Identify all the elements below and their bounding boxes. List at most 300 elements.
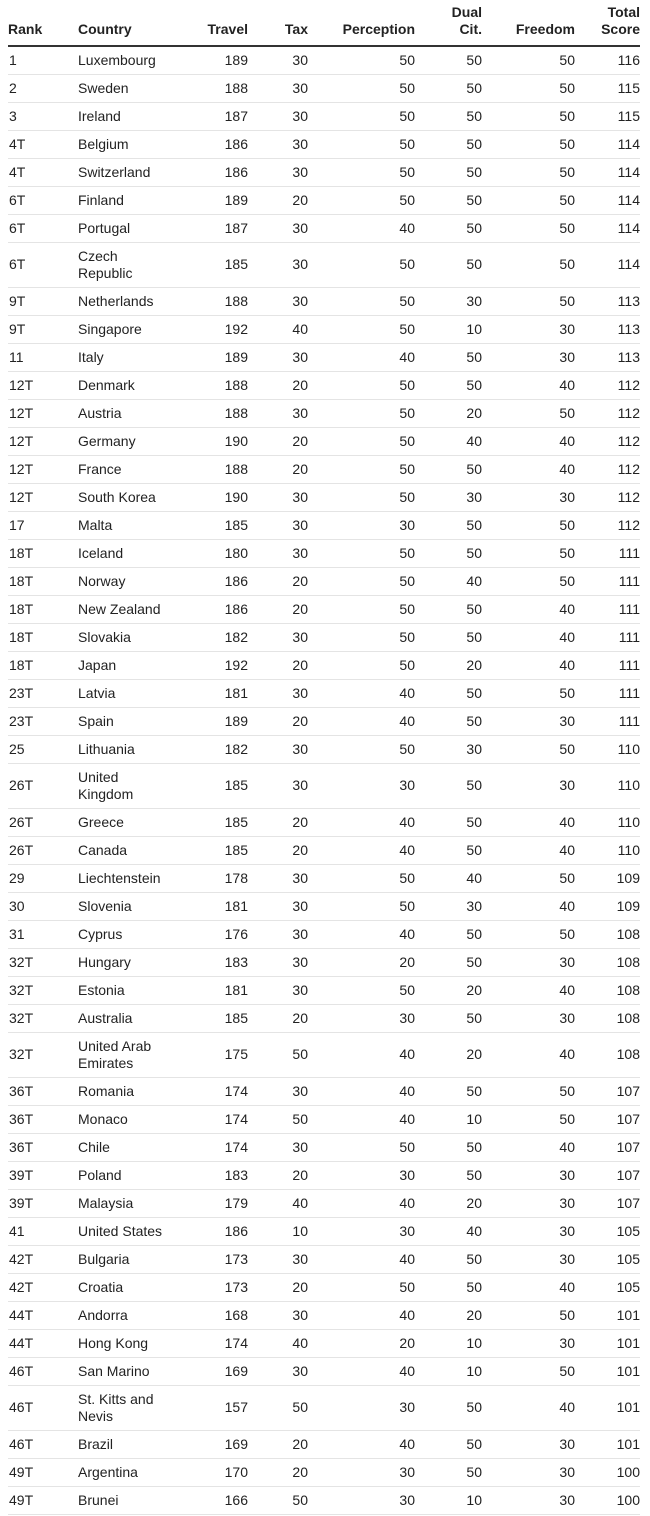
cell-total-score: 105 bbox=[575, 1217, 640, 1245]
header-perception: Perception bbox=[308, 0, 415, 46]
cell-dual-citizenship: 50 bbox=[415, 1385, 482, 1430]
cell-dual-citizenship: 50 bbox=[415, 948, 482, 976]
table-row bbox=[8, 102, 640, 130]
cell-perception: 50 bbox=[308, 539, 415, 567]
table-row bbox=[8, 1004, 640, 1032]
cell-rank: 46T bbox=[8, 1385, 78, 1430]
cell-total-score: 114 bbox=[575, 130, 640, 158]
cell-freedom: 40 bbox=[482, 455, 575, 483]
cell-travel: 183 bbox=[178, 1161, 248, 1189]
cell-freedom: 30 bbox=[482, 483, 575, 511]
cell-rank: 26T bbox=[8, 836, 78, 864]
cell-perception: 50 bbox=[308, 567, 415, 595]
cell-total-score: 112 bbox=[575, 511, 640, 539]
table-row bbox=[8, 186, 640, 214]
table-row bbox=[8, 623, 640, 651]
cell-travel: 181 bbox=[178, 892, 248, 920]
cell-travel: 180 bbox=[178, 539, 248, 567]
header-total-line2: Score bbox=[601, 21, 640, 37]
cell-total-score: 100 bbox=[575, 1458, 640, 1486]
cell-freedom: 30 bbox=[482, 315, 575, 343]
cell-rank: 9T bbox=[8, 287, 78, 315]
cell-rank: 36T bbox=[8, 1077, 78, 1105]
cell-tax: 30 bbox=[248, 483, 308, 511]
cell-freedom: 40 bbox=[482, 808, 575, 836]
cell-travel: 182 bbox=[178, 735, 248, 763]
cell-tax: 20 bbox=[248, 808, 308, 836]
cell-country: Denmark bbox=[78, 371, 178, 399]
cell-travel: 176 bbox=[178, 920, 248, 948]
cell-total-score: 101 bbox=[575, 1301, 640, 1329]
table-row bbox=[8, 1077, 640, 1105]
cell-perception: 50 bbox=[308, 735, 415, 763]
table-row bbox=[8, 707, 640, 735]
cell-perception: 40 bbox=[308, 707, 415, 735]
cell-total-score: 113 bbox=[575, 343, 640, 371]
cell-total-score: 107 bbox=[575, 1077, 640, 1105]
cell-travel: 189 bbox=[178, 186, 248, 214]
cell-travel: 185 bbox=[178, 836, 248, 864]
cell-rank: 2 bbox=[8, 74, 78, 102]
cell-total-score: 101 bbox=[575, 1357, 640, 1385]
cell-rank: 18T bbox=[8, 595, 78, 623]
cell-tax: 30 bbox=[248, 976, 308, 1004]
cell-rank: 9T bbox=[8, 315, 78, 343]
cell-country: Malta bbox=[78, 511, 178, 539]
table-row bbox=[8, 74, 640, 102]
ranking-table bbox=[8, 0, 640, 1515]
cell-travel: 186 bbox=[178, 130, 248, 158]
cell-dual-citizenship: 10 bbox=[415, 1105, 482, 1133]
cell-freedom: 50 bbox=[482, 864, 575, 892]
cell-rank: 29 bbox=[8, 864, 78, 892]
table-row bbox=[8, 836, 640, 864]
cell-travel: 185 bbox=[178, 1004, 248, 1032]
cell-travel: 188 bbox=[178, 74, 248, 102]
cell-perception: 40 bbox=[308, 1077, 415, 1105]
cell-perception: 50 bbox=[308, 186, 415, 214]
cell-total-score: 108 bbox=[575, 948, 640, 976]
cell-dual-citizenship: 50 bbox=[415, 1458, 482, 1486]
cell-freedom: 30 bbox=[482, 1486, 575, 1514]
cell-perception: 30 bbox=[308, 1385, 415, 1430]
cell-travel: 175 bbox=[178, 1032, 248, 1077]
cell-freedom: 50 bbox=[482, 74, 575, 102]
cell-total-score: 111 bbox=[575, 539, 640, 567]
cell-travel: 186 bbox=[178, 1217, 248, 1245]
cell-freedom: 50 bbox=[482, 679, 575, 707]
cell-perception: 50 bbox=[308, 623, 415, 651]
header-dual-citizenship bbox=[415, 0, 482, 46]
table-row bbox=[8, 763, 640, 808]
cell-tax: 20 bbox=[248, 1004, 308, 1032]
cell-country: Monaco bbox=[78, 1105, 178, 1133]
cell-dual-citizenship: 50 bbox=[415, 343, 482, 371]
cell-freedom: 50 bbox=[482, 158, 575, 186]
cell-travel: 174 bbox=[178, 1077, 248, 1105]
cell-tax: 30 bbox=[248, 864, 308, 892]
cell-country: Slovakia bbox=[78, 623, 178, 651]
cell-country: Latvia bbox=[78, 679, 178, 707]
cell-freedom: 50 bbox=[482, 46, 575, 74]
cell-tax: 20 bbox=[248, 455, 308, 483]
table-row bbox=[8, 242, 640, 287]
cell-travel: 187 bbox=[178, 102, 248, 130]
cell-travel: 189 bbox=[178, 707, 248, 735]
cell-perception: 40 bbox=[308, 214, 415, 242]
cell-freedom: 50 bbox=[482, 511, 575, 539]
cell-tax: 30 bbox=[248, 539, 308, 567]
cell-rank: 39T bbox=[8, 1189, 78, 1217]
header-freedom: Freedom bbox=[482, 0, 575, 46]
cell-total-score: 111 bbox=[575, 567, 640, 595]
cell-country: Austria bbox=[78, 399, 178, 427]
cell-rank: 12T bbox=[8, 371, 78, 399]
cell-dual-citizenship: 50 bbox=[415, 1273, 482, 1301]
cell-total-score: 113 bbox=[575, 287, 640, 315]
cell-rank: 18T bbox=[8, 623, 78, 651]
cell-dual-citizenship: 50 bbox=[415, 808, 482, 836]
table-row bbox=[8, 920, 640, 948]
cell-total-score: 105 bbox=[575, 1245, 640, 1273]
cell-perception: 50 bbox=[308, 287, 415, 315]
cell-perception: 30 bbox=[308, 1004, 415, 1032]
cell-freedom: 40 bbox=[482, 371, 575, 399]
cell-freedom: 30 bbox=[482, 948, 575, 976]
cell-rank: 23T bbox=[8, 679, 78, 707]
cell-travel: 189 bbox=[178, 46, 248, 74]
cell-total-score: 101 bbox=[575, 1385, 640, 1430]
cell-dual-citizenship: 30 bbox=[415, 287, 482, 315]
cell-perception: 50 bbox=[308, 455, 415, 483]
cell-country: Portugal bbox=[78, 214, 178, 242]
cell-travel: 181 bbox=[178, 679, 248, 707]
cell-tax: 30 bbox=[248, 1357, 308, 1385]
cell-rank: 18T bbox=[8, 651, 78, 679]
cell-dual-citizenship: 10 bbox=[415, 1486, 482, 1514]
cell-freedom: 30 bbox=[482, 1217, 575, 1245]
cell-total-score: 107 bbox=[575, 1189, 640, 1217]
cell-country: Switzerland bbox=[78, 158, 178, 186]
cell-tax: 20 bbox=[248, 427, 308, 455]
cell-dual-citizenship: 40 bbox=[415, 427, 482, 455]
cell-dual-citizenship: 50 bbox=[415, 1430, 482, 1458]
cell-total-score: 100 bbox=[575, 1486, 640, 1514]
cell-tax: 20 bbox=[248, 371, 308, 399]
cell-rank: 30 bbox=[8, 892, 78, 920]
cell-rank: 6T bbox=[8, 186, 78, 214]
header-total-score bbox=[575, 0, 640, 46]
cell-perception: 30 bbox=[308, 511, 415, 539]
cell-rank: 17 bbox=[8, 511, 78, 539]
cell-rank: 31 bbox=[8, 920, 78, 948]
table-row bbox=[8, 287, 640, 315]
cell-perception: 50 bbox=[308, 651, 415, 679]
cell-travel: 192 bbox=[178, 651, 248, 679]
cell-total-score: 105 bbox=[575, 1273, 640, 1301]
cell-country: Singapore bbox=[78, 315, 178, 343]
cell-travel: 185 bbox=[178, 763, 248, 808]
table-row bbox=[8, 1032, 640, 1077]
table-row bbox=[8, 1133, 640, 1161]
cell-total-score: 112 bbox=[575, 483, 640, 511]
cell-tax: 30 bbox=[248, 74, 308, 102]
cell-rank: 44T bbox=[8, 1301, 78, 1329]
cell-tax: 10 bbox=[248, 1217, 308, 1245]
cell-perception: 40 bbox=[308, 343, 415, 371]
cell-travel: 169 bbox=[178, 1430, 248, 1458]
table-row bbox=[8, 1357, 640, 1385]
cell-rank: 18T bbox=[8, 567, 78, 595]
cell-perception: 50 bbox=[308, 595, 415, 623]
cell-travel: 174 bbox=[178, 1105, 248, 1133]
cell-country: Italy bbox=[78, 343, 178, 371]
cell-rank: 12T bbox=[8, 399, 78, 427]
cell-freedom: 30 bbox=[482, 1004, 575, 1032]
cell-freedom: 30 bbox=[482, 1329, 575, 1357]
cell-tax: 30 bbox=[248, 1133, 308, 1161]
cell-dual-citizenship: 50 bbox=[415, 623, 482, 651]
cell-tax: 20 bbox=[248, 1273, 308, 1301]
cell-total-score: 107 bbox=[575, 1133, 640, 1161]
table-row bbox=[8, 343, 640, 371]
cell-total-score: 115 bbox=[575, 74, 640, 102]
cell-freedom: 50 bbox=[482, 130, 575, 158]
cell-freedom: 40 bbox=[482, 836, 575, 864]
cell-freedom: 40 bbox=[482, 976, 575, 1004]
cell-perception: 40 bbox=[308, 679, 415, 707]
cell-freedom: 50 bbox=[482, 1105, 575, 1133]
header-dual-line2: Cit. bbox=[459, 21, 482, 37]
table-row bbox=[8, 808, 640, 836]
cell-country: Norway bbox=[78, 567, 178, 595]
cell-total-score: 112 bbox=[575, 399, 640, 427]
cell-dual-citizenship: 40 bbox=[415, 1217, 482, 1245]
cell-travel: 170 bbox=[178, 1458, 248, 1486]
cell-tax: 30 bbox=[248, 399, 308, 427]
cell-total-score: 114 bbox=[575, 158, 640, 186]
table-row bbox=[8, 1189, 640, 1217]
cell-dual-citizenship: 20 bbox=[415, 651, 482, 679]
header-country: Country bbox=[78, 0, 178, 46]
cell-total-score: 101 bbox=[575, 1329, 640, 1357]
cell-rank: 18T bbox=[8, 539, 78, 567]
cell-dual-citizenship: 50 bbox=[415, 539, 482, 567]
header-row bbox=[8, 0, 640, 46]
table-row bbox=[8, 399, 640, 427]
cell-country: Finland bbox=[78, 186, 178, 214]
cell-country: Canada bbox=[78, 836, 178, 864]
cell-total-score: 114 bbox=[575, 214, 640, 242]
cell-perception: 50 bbox=[308, 483, 415, 511]
cell-dual-citizenship: 50 bbox=[415, 371, 482, 399]
cell-country: New Zealand bbox=[78, 595, 178, 623]
cell-perception: 40 bbox=[308, 808, 415, 836]
cell-rank: 26T bbox=[8, 763, 78, 808]
cell-tax: 50 bbox=[248, 1486, 308, 1514]
cell-total-score: 116 bbox=[575, 46, 640, 74]
cell-tax: 30 bbox=[248, 511, 308, 539]
cell-perception: 50 bbox=[308, 371, 415, 399]
cell-tax: 40 bbox=[248, 1329, 308, 1357]
header-rank: Rank bbox=[8, 0, 78, 46]
cell-rank: 26T bbox=[8, 808, 78, 836]
cell-tax: 30 bbox=[248, 948, 308, 976]
cell-rank: 36T bbox=[8, 1133, 78, 1161]
cell-freedom: 50 bbox=[482, 399, 575, 427]
table-row bbox=[8, 1301, 640, 1329]
table-row bbox=[8, 214, 640, 242]
table-row bbox=[8, 864, 640, 892]
cell-freedom: 50 bbox=[482, 242, 575, 287]
cell-freedom: 30 bbox=[482, 343, 575, 371]
cell-travel: 187 bbox=[178, 214, 248, 242]
cell-dual-citizenship: 50 bbox=[415, 920, 482, 948]
cell-total-score: 109 bbox=[575, 892, 640, 920]
cell-rank: 25 bbox=[8, 735, 78, 763]
cell-travel: 168 bbox=[178, 1301, 248, 1329]
cell-perception: 50 bbox=[308, 427, 415, 455]
cell-travel: 188 bbox=[178, 455, 248, 483]
cell-total-score: 101 bbox=[575, 1430, 640, 1458]
cell-tax: 30 bbox=[248, 214, 308, 242]
cell-perception: 40 bbox=[308, 1032, 415, 1077]
cell-travel: 182 bbox=[178, 623, 248, 651]
cell-dual-citizenship: 50 bbox=[415, 1077, 482, 1105]
cell-rank: 6T bbox=[8, 242, 78, 287]
cell-dual-citizenship: 20 bbox=[415, 976, 482, 1004]
cell-country: Cyprus bbox=[78, 920, 178, 948]
table-row bbox=[8, 948, 640, 976]
cell-country: Croatia bbox=[78, 1273, 178, 1301]
cell-freedom: 50 bbox=[482, 920, 575, 948]
cell-freedom: 30 bbox=[482, 1430, 575, 1458]
header-tax: Tax bbox=[248, 0, 308, 46]
table-row bbox=[8, 315, 640, 343]
cell-dual-citizenship: 40 bbox=[415, 864, 482, 892]
cell-dual-citizenship: 50 bbox=[415, 1133, 482, 1161]
cell-country: Poland bbox=[78, 1161, 178, 1189]
cell-travel: 173 bbox=[178, 1273, 248, 1301]
cell-travel: 190 bbox=[178, 483, 248, 511]
cell-dual-citizenship: 10 bbox=[415, 1357, 482, 1385]
cell-total-score: 108 bbox=[575, 976, 640, 1004]
cell-dual-citizenship: 50 bbox=[415, 511, 482, 539]
cell-total-score: 110 bbox=[575, 808, 640, 836]
cell-travel: 186 bbox=[178, 595, 248, 623]
cell-rank: 42T bbox=[8, 1273, 78, 1301]
cell-freedom: 50 bbox=[482, 539, 575, 567]
cell-rank: 32T bbox=[8, 1004, 78, 1032]
cell-country: Ireland bbox=[78, 102, 178, 130]
cell-perception: 50 bbox=[308, 74, 415, 102]
cell-country: Hong Kong bbox=[78, 1329, 178, 1357]
cell-country: Estonia bbox=[78, 976, 178, 1004]
cell-tax: 20 bbox=[248, 186, 308, 214]
cell-country: United Kingdom bbox=[78, 763, 178, 808]
cell-tax: 20 bbox=[248, 836, 308, 864]
cell-rank: 32T bbox=[8, 1032, 78, 1077]
cell-perception: 50 bbox=[308, 1133, 415, 1161]
cell-perception: 40 bbox=[308, 1430, 415, 1458]
cell-perception: 30 bbox=[308, 1486, 415, 1514]
cell-country: Liechtenstein bbox=[78, 864, 178, 892]
cell-total-score: 107 bbox=[575, 1161, 640, 1189]
cell-total-score: 113 bbox=[575, 315, 640, 343]
cell-country: Belgium bbox=[78, 130, 178, 158]
table-row bbox=[8, 892, 640, 920]
table-row bbox=[8, 427, 640, 455]
cell-tax: 30 bbox=[248, 102, 308, 130]
cell-dual-citizenship: 50 bbox=[415, 595, 482, 623]
cell-dual-citizenship: 10 bbox=[415, 315, 482, 343]
cell-tax: 50 bbox=[248, 1385, 308, 1430]
cell-tax: 30 bbox=[248, 920, 308, 948]
cell-total-score: 112 bbox=[575, 455, 640, 483]
table-row bbox=[8, 1245, 640, 1273]
cell-freedom: 50 bbox=[482, 735, 575, 763]
cell-country: Andorra bbox=[78, 1301, 178, 1329]
cell-country: Germany bbox=[78, 427, 178, 455]
cell-dual-citizenship: 50 bbox=[415, 242, 482, 287]
cell-country: Czech Republic bbox=[78, 242, 178, 287]
cell-rank: 23T bbox=[8, 707, 78, 735]
cell-perception: 40 bbox=[308, 1357, 415, 1385]
cell-perception: 50 bbox=[308, 130, 415, 158]
cell-perception: 50 bbox=[308, 315, 415, 343]
cell-tax: 40 bbox=[248, 315, 308, 343]
cell-tax: 30 bbox=[248, 735, 308, 763]
cell-perception: 20 bbox=[308, 1329, 415, 1357]
cell-perception: 40 bbox=[308, 1189, 415, 1217]
cell-perception: 50 bbox=[308, 1273, 415, 1301]
cell-total-score: 112 bbox=[575, 427, 640, 455]
cell-travel: 166 bbox=[178, 1486, 248, 1514]
cell-rank: 3 bbox=[8, 102, 78, 130]
cell-travel: 188 bbox=[178, 399, 248, 427]
table-row bbox=[8, 483, 640, 511]
table-header bbox=[8, 0, 640, 46]
table-row bbox=[8, 1217, 640, 1245]
table-row bbox=[8, 1161, 640, 1189]
cell-rank: 46T bbox=[8, 1357, 78, 1385]
cell-tax: 30 bbox=[248, 1301, 308, 1329]
cell-tax: 30 bbox=[248, 892, 308, 920]
table-row bbox=[8, 595, 640, 623]
cell-rank: 11 bbox=[8, 343, 78, 371]
cell-freedom: 40 bbox=[482, 651, 575, 679]
table-row bbox=[8, 455, 640, 483]
cell-tax: 20 bbox=[248, 707, 308, 735]
cell-rank: 49T bbox=[8, 1486, 78, 1514]
cell-travel: 157 bbox=[178, 1385, 248, 1430]
cell-perception: 30 bbox=[308, 763, 415, 808]
cell-freedom: 40 bbox=[482, 595, 575, 623]
cell-total-score: 111 bbox=[575, 651, 640, 679]
cell-tax: 20 bbox=[248, 567, 308, 595]
cell-travel: 174 bbox=[178, 1329, 248, 1357]
cell-travel: 190 bbox=[178, 427, 248, 455]
cell-country: Luxembourg bbox=[78, 46, 178, 74]
table-row bbox=[8, 735, 640, 763]
cell-dual-citizenship: 40 bbox=[415, 567, 482, 595]
cell-travel: 185 bbox=[178, 242, 248, 287]
cell-travel: 186 bbox=[178, 567, 248, 595]
cell-tax: 40 bbox=[248, 1189, 308, 1217]
cell-freedom: 40 bbox=[482, 1032, 575, 1077]
cell-tax: 20 bbox=[248, 1458, 308, 1486]
cell-tax: 30 bbox=[248, 1245, 308, 1273]
